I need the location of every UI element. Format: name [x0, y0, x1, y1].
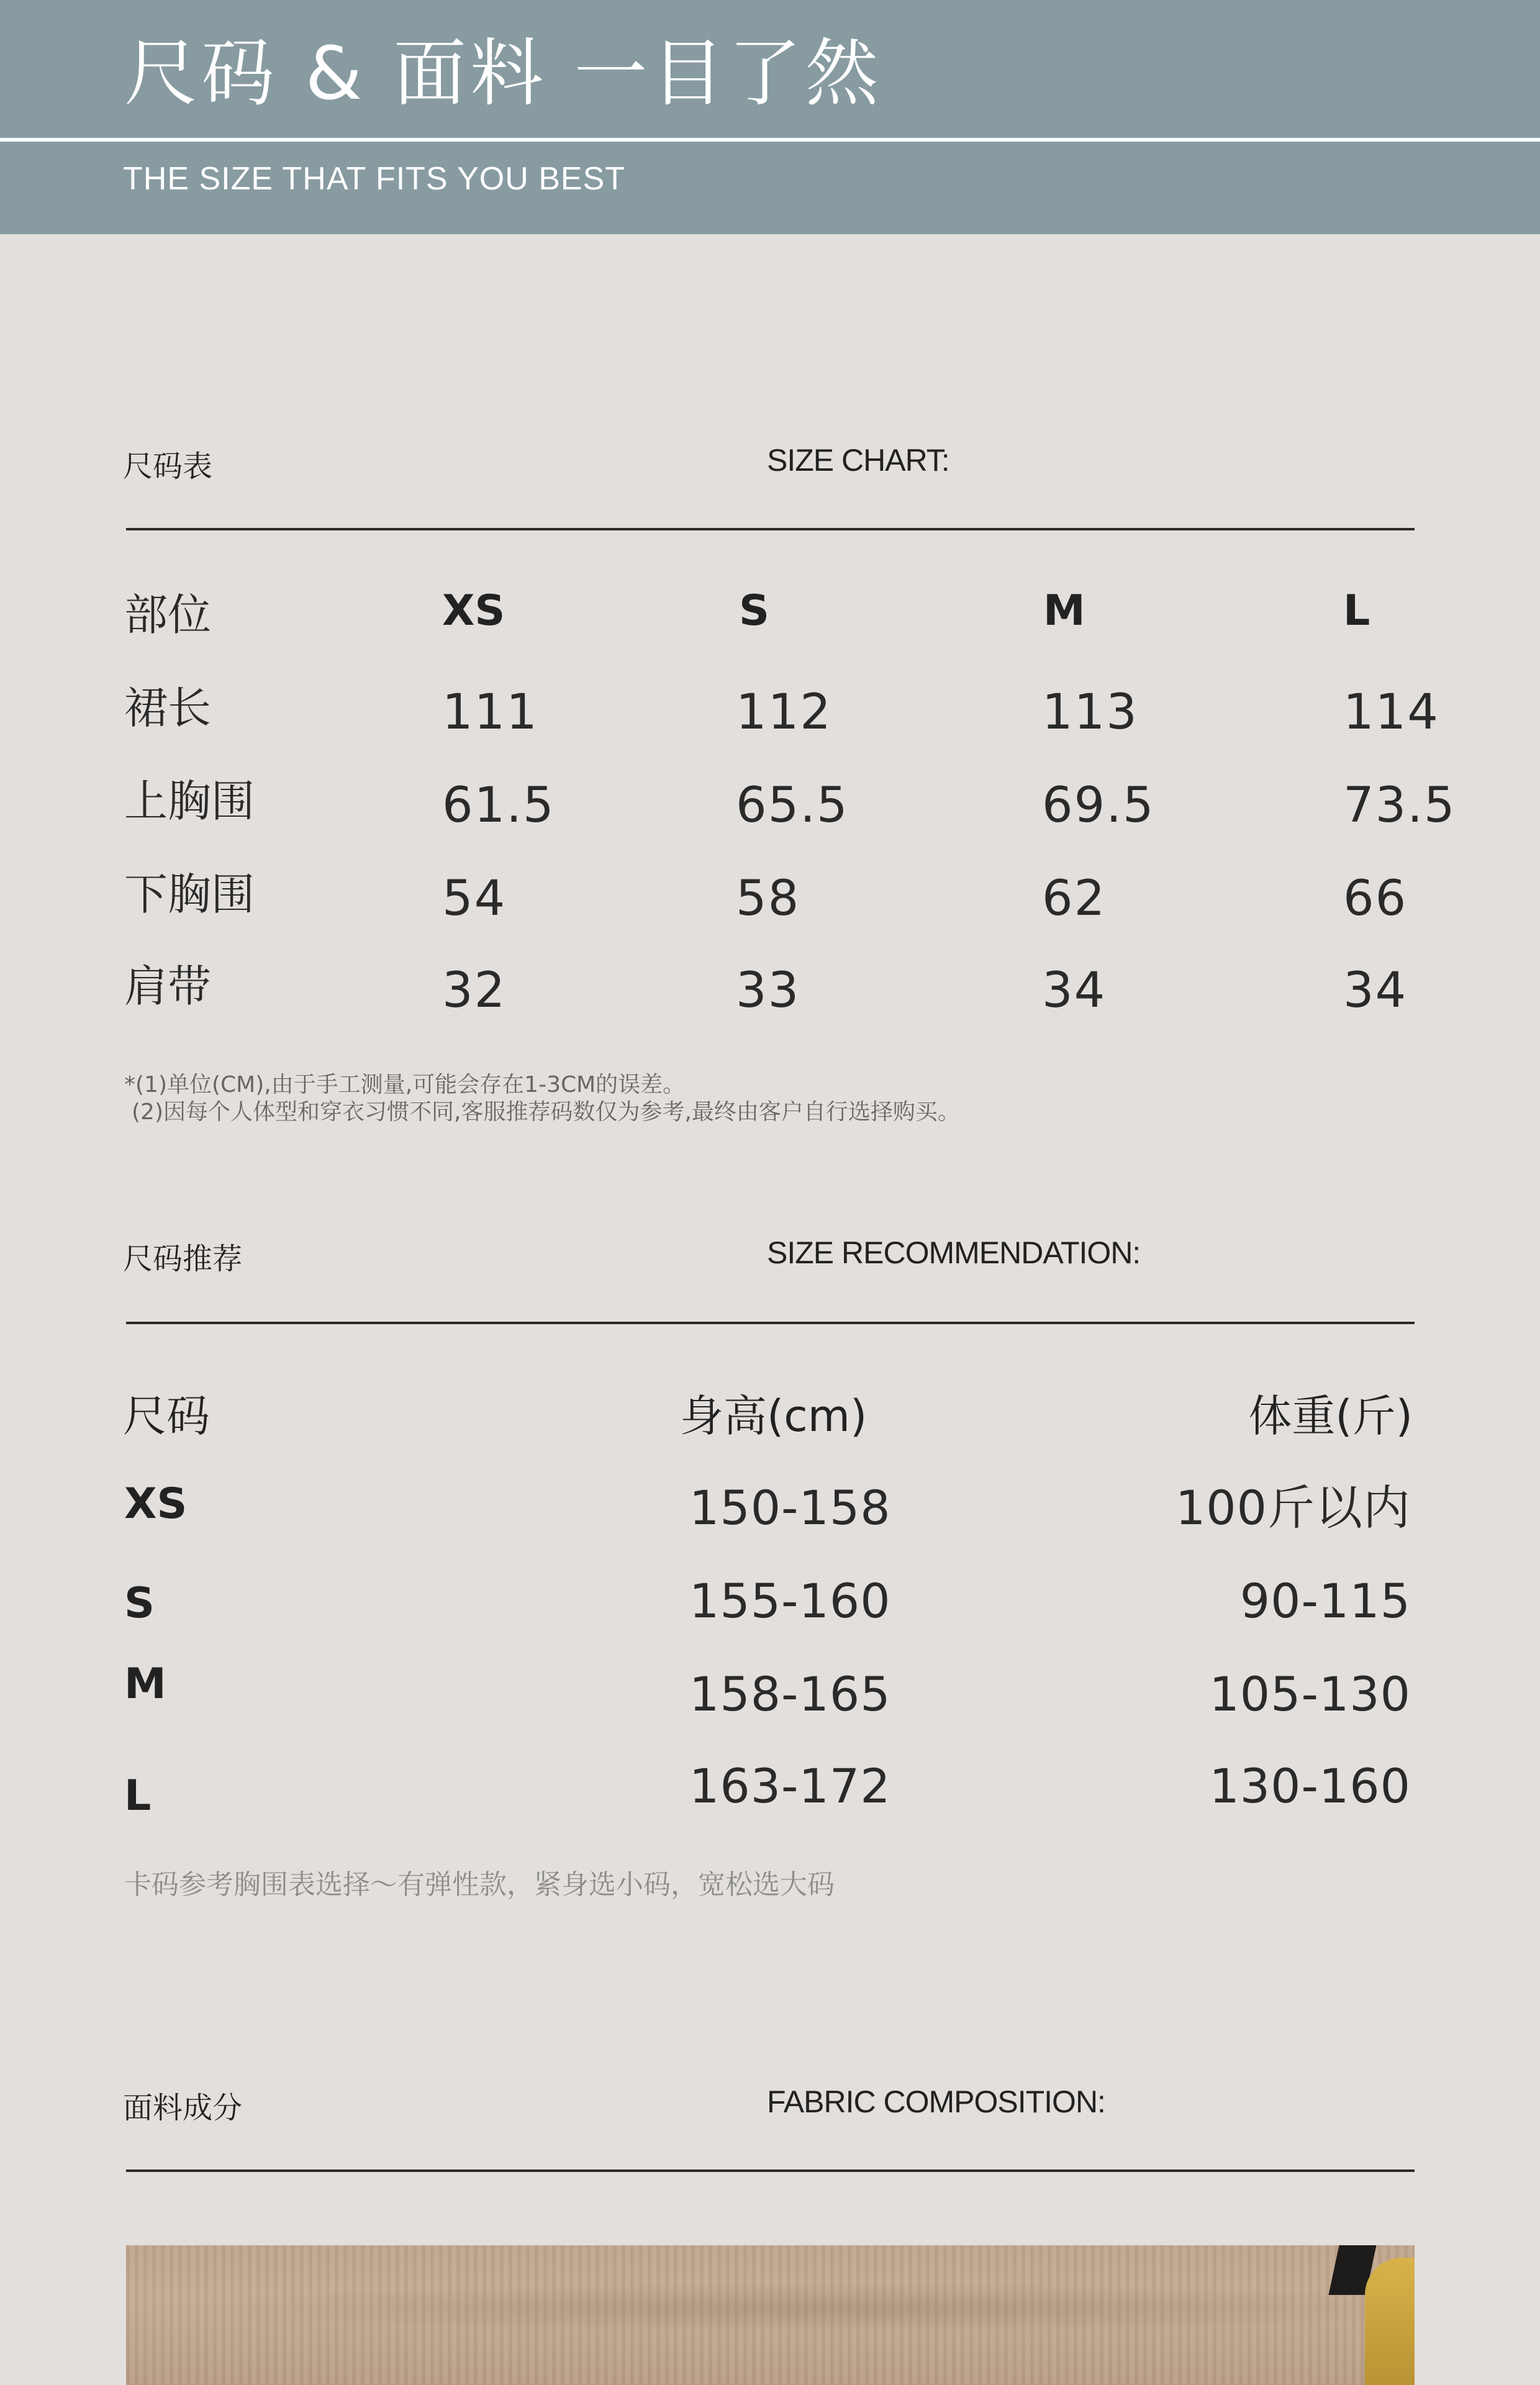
- size-chart-note-1: *(1)单位(CM),由于手工测量,可能会存在1-3CM的误差。: [124, 1072, 686, 1097]
- size-recommendation-divider: [126, 1322, 1415, 1324]
- fabric-heading-en: FABRIC COMPOSITION:: [767, 2084, 1105, 2119]
- row-label-dress-length: 裙长: [124, 683, 211, 734]
- table-cell: 111: [442, 684, 538, 740]
- rec-weight-l: 130-160: [1209, 1758, 1411, 1814]
- header-divider: [0, 138, 1540, 142]
- table-cell: 69.5: [1042, 778, 1155, 834]
- table-cell: 33: [736, 963, 800, 1019]
- rec-size-xs: XS: [124, 1479, 188, 1529]
- column-header-l: L: [1343, 586, 1370, 635]
- column-header-xs: XS: [442, 586, 505, 635]
- table-cell: 112: [736, 684, 832, 740]
- table-cell: 58: [736, 871, 800, 927]
- column-header-weight: 体重(斤): [1248, 1391, 1413, 1442]
- table-cell: 62: [1042, 871, 1107, 927]
- photo-corner-yellow: [1365, 2258, 1415, 2385]
- size-recommendation-note: 卡码参考胸围表选择～有弹性款，紧身选小码，宽松选大码: [124, 1869, 835, 1901]
- rec-weight-s: 90-115: [1239, 1573, 1411, 1629]
- table-cell: 65.5: [736, 778, 849, 834]
- rec-height-l: 163-172: [689, 1758, 891, 1814]
- rec-height-s: 155-160: [689, 1573, 891, 1629]
- rec-size-l: L: [124, 1771, 152, 1820]
- size-chart-divider: [126, 528, 1415, 530]
- table-cell: 34: [1343, 963, 1408, 1019]
- size-chart-heading-cn: 尺码表: [123, 449, 213, 484]
- row-label-upper-bust: 上胸围: [124, 776, 255, 827]
- rec-weight-m: 105-130: [1209, 1666, 1411, 1722]
- size-chart-note-2: (2)因每个人体型和穿衣习惯不同,客服推荐码数仅为参考,最终由客户自行选择购买。: [132, 1099, 960, 1125]
- rec-height-m: 158-165: [689, 1666, 891, 1722]
- size-chart-heading-en: SIZE CHART:: [767, 443, 949, 478]
- size-recommendation-heading-cn: 尺码推荐: [123, 1242, 243, 1276]
- rec-height-xs: 150-158: [689, 1480, 891, 1535]
- page-subtitle: THE SIZE THAT FITS YOU BEST: [123, 161, 626, 197]
- row-label-under-bust: 下胸围: [124, 869, 255, 920]
- fabric-photo: [126, 2245, 1415, 2385]
- rec-size-m: M: [124, 1660, 166, 1709]
- header-banner: [0, 0, 1540, 234]
- table-cell: 73.5: [1343, 778, 1456, 834]
- table-cell: 32: [442, 963, 507, 1019]
- column-header-size: 尺码: [123, 1391, 210, 1442]
- rec-size-s: S: [124, 1579, 155, 1628]
- column-header-height: 身高(cm): [680, 1391, 867, 1442]
- table-cell: 114: [1343, 684, 1439, 740]
- row-label-strap: 肩带: [124, 961, 211, 1012]
- column-header-s: S: [739, 586, 769, 635]
- size-recommendation-heading-en: SIZE RECOMMENDATION:: [767, 1235, 1141, 1270]
- column-header-m: M: [1043, 586, 1085, 635]
- fabric-fold: [126, 2283, 1415, 2332]
- fabric-heading-cn: 面料成分: [123, 2091, 243, 2125]
- table-cell: 113: [1042, 684, 1138, 740]
- page-title: 尺码 & 面料 一目了然: [124, 30, 882, 116]
- table-cell: 54: [442, 871, 507, 927]
- table-cell: 66: [1343, 871, 1408, 927]
- rec-weight-xs: 100斤以内: [1175, 1480, 1411, 1535]
- column-header-part: 部位: [124, 589, 211, 640]
- fabric-divider: [126, 2169, 1415, 2172]
- table-cell: 34: [1042, 963, 1107, 1019]
- table-cell: 61.5: [442, 778, 555, 834]
